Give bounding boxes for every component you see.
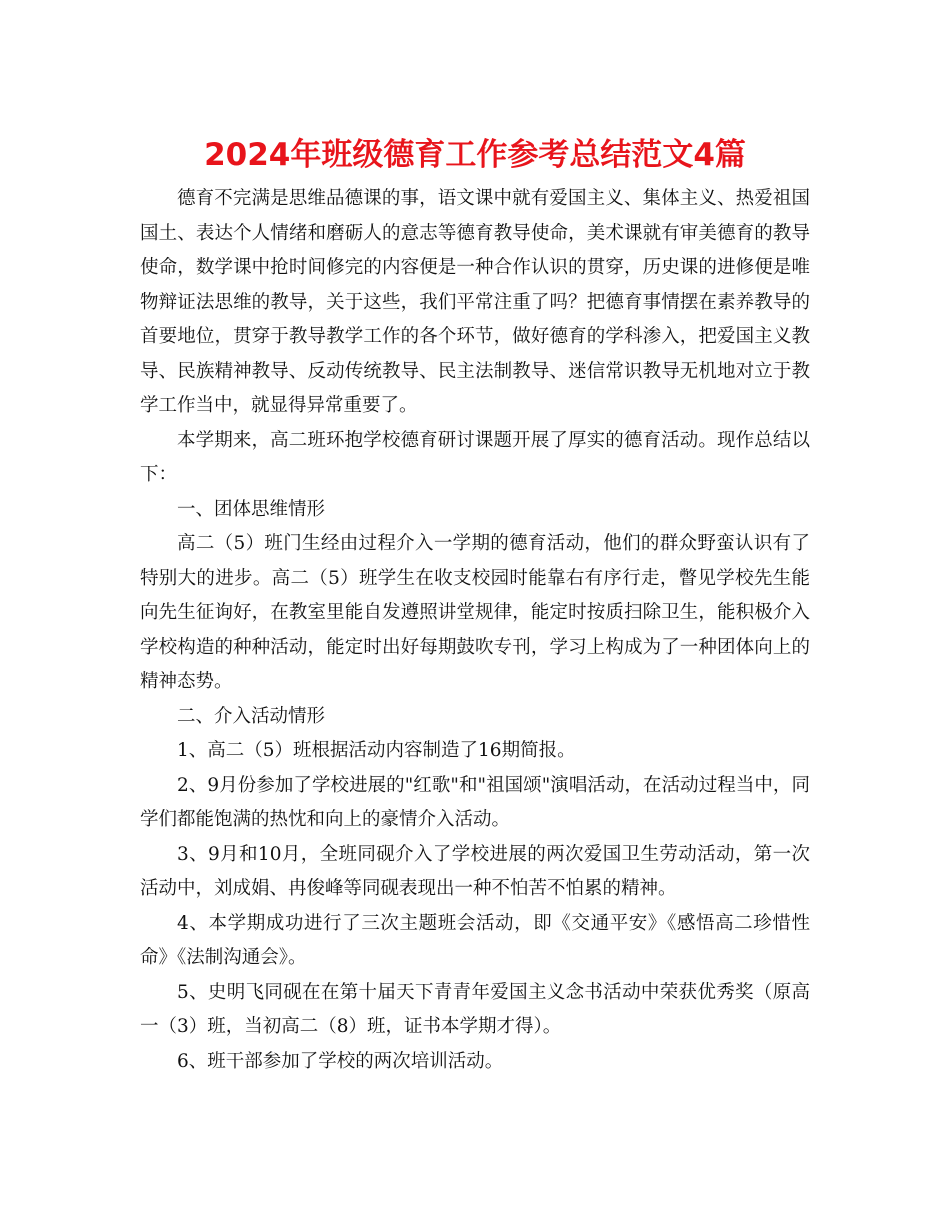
activity-item-6: 6、班干部参加了学校的两次培训活动。	[177, 1050, 504, 1072]
activity-item-3: 3、9月和10月，全班同砚介入了学校进展的两次爱国卫生劳动活动，第一次活动中，刘成娟、冉俊峰等同砚表现出一种不怕苦不怕累的精神。	[140, 843, 810, 899]
activity-item-1: 1、高二（5）班根据活动内容制造了16期简报。	[177, 740, 576, 761]
summary-intro-paragraph: 本学期来，高二班环抱学校德育研讨课题开展了厚实的德育活动。现作总结以下：	[140, 429, 810, 485]
activity-item-5: 5、史明飞同砚在在第十届天下青青年爱国主义念书活动中荣获优秀奖（原高一（3）班，当初高二（8）班，证书本学期才得）。	[140, 981, 810, 1037]
document-page	[140, 132, 810, 1079]
document-title: 2024年班级德育工作参考总结范文4篇	[204, 137, 746, 173]
intro-paragraph: 德育不完满是思维品德课的事，语文课中就有爱国主义、集体主义、热爱祖国国土、表达个人情绪和磨砺人的意志等德育教导使命，美术课就有审美德育的教导使命，数学课中抢时间修完的内容便是一种合作认识的贯穿，历史课的进修便是唯物辩证法思维的教导，关于这些，我们平常注重了吗？把德育事情摆在素养教导的首要地位，贯穿于教导教学工作的各个环节，做好德育的学科渗入，把爱国主义教导、民族精神教导、反动传统教导、民主法制教导、迷信常识教导无机地对立于教学工作当中，就显得异常重要了。	[140, 188, 810, 416]
section-heading-activities: 二、介入活动情形	[177, 705, 326, 727]
activity-item-4: 4、本学期成功进行了三次主题班会活动，即《交通平安》《感悟高二珍惜性命》《法制沟通会》。	[140, 912, 810, 968]
group-thinking-paragraph: 高二（5）班门生经由过程介入一学期的德育活动，他们的群众野蛮认识有了特别大的进步。高二（5）班学生在收支校园时能靠右有序行走，瞥见学校先生能向先生征询好，在教室里能自发遵照讲堂规律，能定时按质扫除卫生，能积极介入学校构造的种种活动，能定时出好每期鼓吹专刊，学习上构成为了一种团体向上的精神态势。	[140, 533, 810, 692]
activity-item-2: 2、9月份参加了学校进展的"红歌"和"祖国颂"演唱活动，在活动过程当中，同学们都能饱满的热忱和向上的豪情介入活动。	[140, 774, 810, 830]
section-heading-group-thinking: 一、团体思维情形	[177, 498, 326, 520]
